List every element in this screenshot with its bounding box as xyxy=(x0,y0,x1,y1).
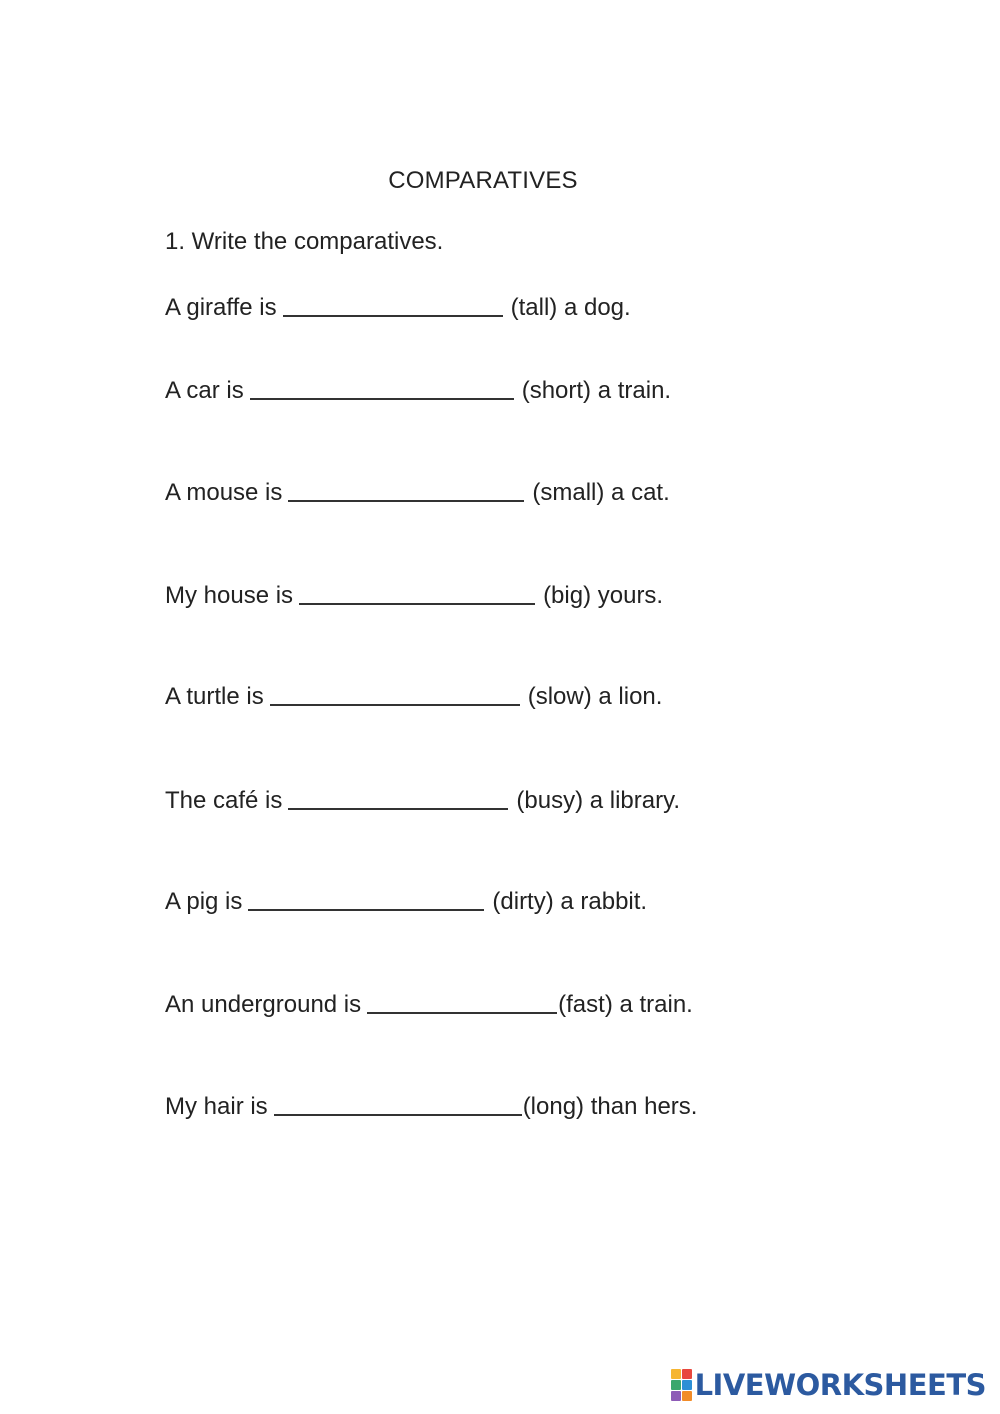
sentence-start: My house is xyxy=(165,582,294,609)
sentence-end: (busy) a library. xyxy=(516,787,680,814)
exercise-instruction: 1. Write the comparatives. xyxy=(165,228,444,255)
answer-blank[interactable] xyxy=(367,986,557,1014)
page-title: COMPARATIVES xyxy=(388,167,578,194)
answer-blank[interactable] xyxy=(274,1088,522,1116)
sentence-row xyxy=(165,984,693,1019)
sentence-start: A turtle is xyxy=(165,683,264,710)
answer-blank[interactable] xyxy=(283,289,503,317)
answer-blank[interactable] xyxy=(299,577,535,605)
sentence-end: (big) yours. xyxy=(543,582,664,609)
logo-block xyxy=(671,1391,681,1401)
sentence-row xyxy=(165,472,670,507)
sentence-row xyxy=(165,287,631,322)
answer-blank[interactable] xyxy=(288,474,524,502)
sentence-start: An underground is xyxy=(165,991,362,1018)
logo-block xyxy=(671,1380,681,1390)
logo-block xyxy=(682,1369,692,1379)
sentence-start: A car is xyxy=(165,377,244,404)
sentence-end: (tall) a dog. xyxy=(510,294,631,321)
sentence-start: A giraffe is xyxy=(165,294,277,321)
logo-block xyxy=(682,1391,692,1401)
sentence-end: (short) a train. xyxy=(521,377,672,404)
sentence-row xyxy=(165,881,647,916)
sentence-start: A mouse is xyxy=(165,479,283,506)
answer-blank[interactable] xyxy=(288,782,508,810)
sentence-start: My hair is xyxy=(165,1093,268,1120)
logo-block xyxy=(682,1380,692,1390)
sentence-row xyxy=(165,780,680,815)
sentence-end: (small) a cat. xyxy=(532,479,670,506)
answer-blank[interactable] xyxy=(250,372,514,400)
sentence-end: (fast) a train. xyxy=(558,991,693,1018)
sentence-end: (long) than hers. xyxy=(522,1093,698,1120)
sentence-row xyxy=(165,676,662,711)
sentence-end: (dirty) a rabbit. xyxy=(492,888,648,915)
sentence-row xyxy=(165,1086,697,1121)
brand-wordmark: LIVEWORKSHEETS xyxy=(694,1368,986,1402)
liveworksheets-logo[interactable] xyxy=(671,1368,986,1402)
answer-blank[interactable] xyxy=(270,678,520,706)
answer-blank[interactable] xyxy=(248,883,484,911)
logo-block xyxy=(671,1369,681,1379)
liveworksheets-logo-icon xyxy=(671,1369,692,1401)
sentence-row xyxy=(165,575,663,610)
sentence-start: The café is xyxy=(165,787,283,814)
sentence-end: (slow) a lion. xyxy=(527,683,663,710)
sentence-start: A pig is xyxy=(165,888,243,915)
sentence-row xyxy=(165,370,671,405)
